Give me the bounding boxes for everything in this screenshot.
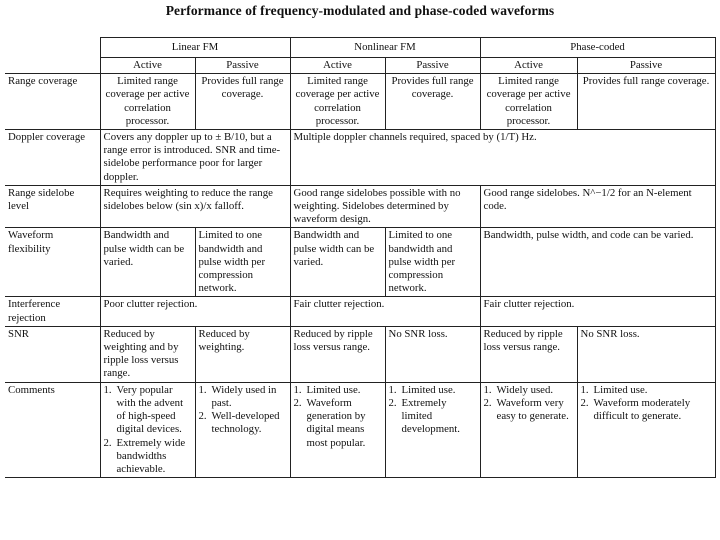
- cell-nlfm-passive: No SNR loss.: [385, 326, 480, 382]
- cell-nlfm: Fair clutter rejection.: [290, 297, 480, 326]
- cell-pc-passive: [577, 382, 715, 477]
- list-item: 2. Waveform generation by digital means most popular.: [293, 397, 366, 449]
- cell-nlfm-passive: Limited to one bandwidth and pulse width per compression network.: [385, 228, 480, 297]
- cell-lfm-passive: [195, 382, 290, 477]
- cell-nlfm-active: Limited range coverage per active correlation processor.: [290, 74, 385, 130]
- list-item: 1. Limited use.: [388, 383, 456, 396]
- cell-lfm-active: [100, 382, 195, 477]
- page-title: Performance of frequency-modulated and phase-coded waveforms: [165, 3, 555, 18]
- row-label: Range sidelobe level: [5, 185, 100, 228]
- cell-pc: Bandwidth, pulse width, and code can be varied.: [480, 228, 715, 297]
- row-snr: [5, 326, 715, 382]
- cell-pc: Good range sidelobes. N^−1/2 for an N-element code.: [480, 185, 715, 228]
- row-comments: [5, 382, 715, 477]
- header-row-modes: [5, 58, 715, 74]
- header-nlfm-passive: Passive: [385, 58, 480, 74]
- cell-lfm: Requires weighting to reduce the range sidelobes below (sin x)/x falloff.: [100, 185, 290, 228]
- list-item: 2. Extremely wide bandwidths achievable.: [103, 436, 186, 476]
- header-corner: [5, 38, 100, 74]
- cell-pc-active: Reduced by ripple loss versus range.: [480, 326, 577, 382]
- cell-lfm-passive: Reduced by weighting.: [195, 326, 290, 382]
- list-item: 2. Well-developed technology.: [198, 410, 280, 436]
- cell-lfm-active: Reduced by weighting and by ripple loss versus range.: [100, 326, 195, 382]
- cell-pc-active: [480, 382, 577, 477]
- row-label: Waveform flexibility: [5, 228, 100, 297]
- row-label: SNR: [5, 326, 100, 382]
- row-interference-rejection: [5, 297, 715, 326]
- list-item: 2. Waveform very easy to generate.: [483, 397, 569, 423]
- list-item: 2. Extremely limited development.: [388, 397, 460, 436]
- cell-pc-active: Limited range coverage per active correlation processor.: [480, 74, 577, 130]
- cell-nlfm-active: Reduced by ripple loss versus range.: [290, 326, 385, 382]
- header-nlfm-active: Active: [290, 58, 385, 74]
- cell-lfm: Covers any doppler up to ± B/10, but a range error is introduced. SNR and time-sidelobe performance poor for larger doppler.: [100, 130, 290, 186]
- cell-nlfm-active: Bandwidth and pulse width can be varied.: [290, 228, 385, 297]
- cell-lfm-passive: Provides full range coverage.: [195, 74, 290, 130]
- cell-pc-passive: No SNR loss.: [577, 326, 715, 382]
- row-range-sidelobe: [5, 185, 715, 228]
- header-phase-coded: Phase-coded: [480, 38, 715, 58]
- row-waveform-flexibility: [5, 228, 715, 297]
- header-lfm-active: Active: [100, 58, 195, 74]
- list-item: 1. Widely used in past.: [198, 383, 277, 410]
- cell-lfm: Poor clutter rejection.: [100, 297, 290, 326]
- cell-nlfm-passive: [385, 382, 480, 477]
- header-linear-fm: Linear FM: [100, 38, 290, 58]
- row-label: Interference rejection: [5, 297, 100, 326]
- performance-table: [5, 37, 716, 478]
- cell-lfm-active: Limited range coverage per active correlation processor.: [100, 74, 195, 130]
- list-item: 2. Waveform moderately difficult to generate.: [580, 397, 691, 423]
- header-pc-passive: Passive: [577, 58, 715, 74]
- list-item: 1. Limited use.: [580, 383, 648, 396]
- row-label: Range coverage: [5, 74, 100, 130]
- cell-pc-passive: Provides full range coverage.: [577, 74, 715, 130]
- cell-nlfm-passive: Provides full range coverage.: [385, 74, 480, 130]
- header-row-groups: [5, 38, 715, 58]
- cell-lfm-passive: Limited to one bandwidth and pulse width per compression network.: [195, 228, 290, 297]
- row-label: Doppler coverage: [5, 130, 100, 186]
- cell-nlfm-active: [290, 382, 385, 477]
- cell-nlfm-pc: Multiple doppler channels required, spaced by (1/T) Hz.: [290, 130, 715, 186]
- header-nonlinear-fm: Nonlinear FM: [290, 38, 480, 58]
- header-pc-active: Active: [480, 58, 577, 74]
- list-item: 1. Widely used.: [483, 383, 554, 396]
- row-label: Comments: [5, 382, 100, 477]
- cell-nlfm: Good range sidelobes possible with no weighting. Sidelobes determined by waveform design.: [290, 185, 480, 228]
- cell-pc: Fair clutter rejection.: [480, 297, 715, 326]
- row-range-coverage: [5, 74, 715, 130]
- list-item: 1. Very popular with the advent of high-speed digital devices.: [103, 383, 184, 436]
- row-doppler-coverage: [5, 130, 715, 186]
- list-item: 1. Limited use.: [293, 383, 361, 396]
- cell-lfm-active: Bandwidth and pulse width can be varied.: [100, 228, 195, 297]
- header-lfm-passive: Passive: [195, 58, 290, 74]
